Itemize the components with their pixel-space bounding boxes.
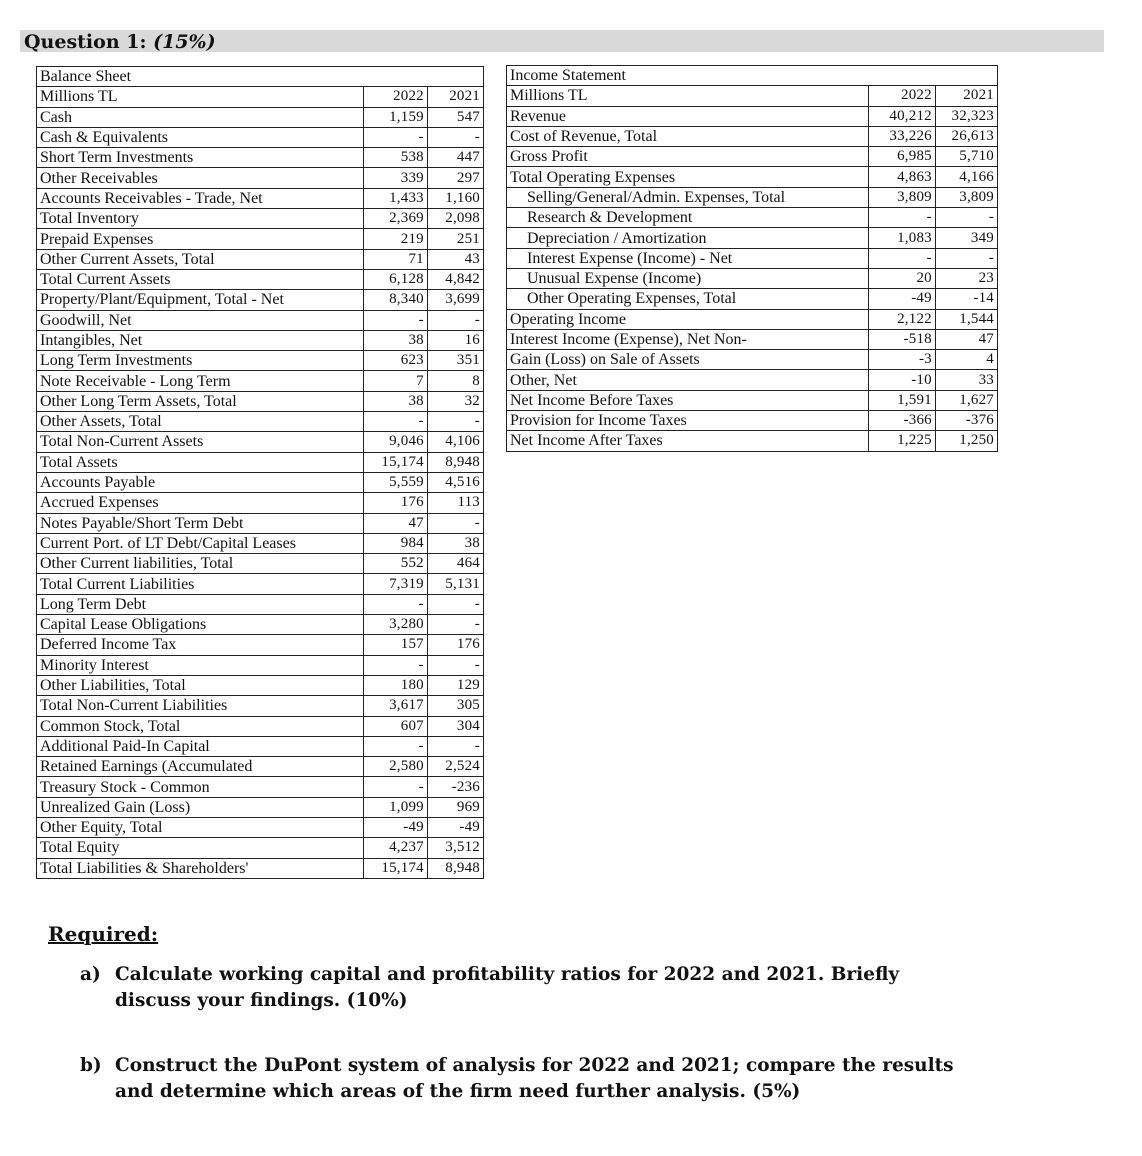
row-label: Other Current Assets, Total (37, 249, 364, 269)
table-row (37, 472, 484, 492)
value-2022: 4,237 (363, 838, 427, 858)
row-label: Total Liabilities & Shareholders' (37, 858, 364, 878)
value-2021: 2,098 (427, 209, 483, 229)
value-2022: 3,809 (868, 187, 935, 207)
row-label: Long Term Investments (37, 351, 364, 371)
value-2021: -14 (935, 289, 997, 309)
row-label: Unrealized Gain (Loss) (37, 797, 364, 817)
row-label: Other Equity, Total (37, 817, 364, 837)
value-2022: - (363, 777, 427, 797)
value-2021: - (427, 615, 483, 635)
value-2021: 8 (427, 371, 483, 391)
value-2021: 38 (427, 533, 483, 553)
value-2022: - (363, 736, 427, 756)
row-label: Short Term Investments (37, 148, 364, 168)
balance-sheet-year-2021: 2021 (427, 87, 483, 107)
value-2022: 157 (363, 635, 427, 655)
value-2022: 38 (363, 330, 427, 350)
table-row (507, 431, 998, 451)
row-label: Total Non-Current Assets (37, 432, 364, 452)
value-2021: - (427, 127, 483, 147)
table-row (507, 208, 998, 228)
value-2021: 251 (427, 229, 483, 249)
question-number: Question 1: (24, 31, 147, 53)
row-label: Total Equity (37, 838, 364, 858)
value-2022: 1,433 (363, 188, 427, 208)
value-2021: 3,512 (427, 838, 483, 858)
row-label: Total Inventory (37, 209, 364, 229)
income-statement-title: Income Statement (507, 66, 998, 86)
table-row (37, 310, 484, 330)
income-statement-year-2022: 2022 (868, 86, 935, 106)
item-text: Calculate working capital and profitability ratios for 2022 and 2021. Briefly discuss your findings. (10%) (115, 964, 900, 1011)
value-2021: 349 (935, 228, 997, 248)
value-2022: - (363, 594, 427, 614)
row-label: Revenue (507, 106, 869, 126)
row-label: Accounts Payable (37, 472, 364, 492)
value-2021: 4,842 (427, 269, 483, 289)
value-2022: 7,319 (363, 574, 427, 594)
table-row (37, 675, 484, 695)
table-row (507, 228, 998, 248)
value-2022: 8,340 (363, 290, 427, 310)
value-2021: 26,613 (935, 126, 997, 146)
value-2021: 1,627 (935, 390, 997, 410)
value-2021: 297 (427, 168, 483, 188)
value-2022: -49 (868, 289, 935, 309)
value-2022: 623 (363, 351, 427, 371)
table-row (37, 330, 484, 350)
row-label: Cost of Revenue, Total (507, 126, 869, 146)
table-row (507, 309, 998, 329)
row-label: Depreciation / Amortization (507, 228, 869, 248)
value-2022: 1,591 (868, 390, 935, 410)
value-2021: 4 (935, 350, 997, 370)
value-2021: 969 (427, 797, 483, 817)
value-2021: 113 (427, 493, 483, 513)
value-2021: 3,809 (935, 187, 997, 207)
row-label: Intangibles, Net (37, 330, 364, 350)
table-row (37, 615, 484, 635)
table-row (37, 127, 484, 147)
row-label: Prepaid Expenses (37, 229, 364, 249)
value-2022: 1,159 (363, 107, 427, 127)
value-2021: 304 (427, 716, 483, 736)
value-2022: 15,174 (363, 858, 427, 878)
value-2022: 5,559 (363, 472, 427, 492)
value-2021: 8,948 (427, 858, 483, 878)
value-2021: 4,106 (427, 432, 483, 452)
row-label: Cash (37, 107, 364, 127)
table-row (37, 655, 484, 675)
table-row (37, 249, 484, 269)
table-row (507, 390, 998, 410)
value-2022: 1,225 (868, 431, 935, 451)
table-row (507, 167, 998, 187)
value-2022: 3,280 (363, 615, 427, 635)
row-label: Other Long Term Assets, Total (37, 391, 364, 411)
row-label: Goodwill, Net (37, 310, 364, 330)
row-label: Additional Paid-In Capital (37, 736, 364, 756)
table-row (37, 168, 484, 188)
row-label: Property/Plant/Equipment, Total - Net (37, 290, 364, 310)
row-label: Total Assets (37, 452, 364, 472)
table-row (37, 209, 484, 229)
table-row (507, 187, 998, 207)
row-label: Total Non-Current Liabilities (37, 696, 364, 716)
value-2021: 4,166 (935, 167, 997, 187)
value-2022: 1,099 (363, 797, 427, 817)
row-label: Gross Profit (507, 147, 869, 167)
value-2022: 15,174 (363, 452, 427, 472)
table-row (37, 371, 484, 391)
table-row (37, 412, 484, 432)
value-2021: 1,250 (935, 431, 997, 451)
balance-sheet-units: Millions TL (37, 87, 364, 107)
table-row (37, 777, 484, 797)
row-label: Accounts Receivables - Trade, Net (37, 188, 364, 208)
value-2022: 538 (363, 148, 427, 168)
table-row (37, 391, 484, 411)
value-2022: 71 (363, 249, 427, 269)
row-label: Selling/General/Admin. Expenses, Total (507, 187, 869, 207)
row-label: Research & Development (507, 208, 869, 228)
value-2022: -3 (868, 350, 935, 370)
row-label: Other Receivables (37, 168, 364, 188)
item-label: a) (80, 964, 101, 985)
value-2021: 47 (935, 329, 997, 349)
value-2021: 464 (427, 554, 483, 574)
value-2022: -49 (363, 817, 427, 837)
value-2022: 607 (363, 716, 427, 736)
income-statement-title-row (507, 66, 998, 86)
question-header (20, 30, 1104, 52)
value-2021: - (935, 208, 997, 228)
row-label: Minority Interest (37, 655, 364, 675)
table-row (507, 126, 998, 146)
item-label: b) (80, 1055, 102, 1076)
value-2021: 176 (427, 635, 483, 655)
table-row (37, 148, 484, 168)
value-2021: - (427, 513, 483, 533)
value-2021: - (427, 310, 483, 330)
balance-sheet-title-row (37, 67, 484, 87)
value-2021: 2,524 (427, 757, 483, 777)
row-label: Total Current Liabilities (37, 574, 364, 594)
table-row (507, 289, 998, 309)
value-2021: 5,710 (935, 147, 997, 167)
row-label: Common Stock, Total (37, 716, 364, 736)
value-2021: 23 (935, 268, 997, 288)
value-2022: -10 (868, 370, 935, 390)
row-label: Unusual Expense (Income) (507, 268, 869, 288)
table-row (37, 107, 484, 127)
table-row (37, 533, 484, 553)
value-2021: 305 (427, 696, 483, 716)
table-row (507, 329, 998, 349)
value-2022: 3,617 (363, 696, 427, 716)
row-label: Net Income After Taxes (507, 431, 869, 451)
value-2021: 33 (935, 370, 997, 390)
value-2022: 219 (363, 229, 427, 249)
row-label: Note Receivable - Long Term (37, 371, 364, 391)
table-row (507, 370, 998, 390)
row-label: Deferred Income Tax (37, 635, 364, 655)
value-2022: 2,122 (868, 309, 935, 329)
balance-sheet-year-2022: 2022 (363, 87, 427, 107)
value-2021: -236 (427, 777, 483, 797)
value-2022: 4,863 (868, 167, 935, 187)
row-label: Interest Income (Expense), Net Non- (507, 329, 869, 349)
value-2021: 1,544 (935, 309, 997, 329)
value-2021: - (427, 594, 483, 614)
table-row (37, 635, 484, 655)
question-title (24, 31, 216, 53)
value-2022: - (363, 655, 427, 675)
value-2021: 3,699 (427, 290, 483, 310)
value-2022: 339 (363, 168, 427, 188)
row-label: Retained Earnings (Accumulated (37, 757, 364, 777)
table-row (37, 493, 484, 513)
table-row (37, 188, 484, 208)
value-2022: -366 (868, 411, 935, 431)
value-2021: 129 (427, 675, 483, 695)
value-2022: 47 (363, 513, 427, 533)
row-label: Other Operating Expenses, Total (507, 289, 869, 309)
row-label: Notes Payable/Short Term Debt (37, 513, 364, 533)
table-row (37, 513, 484, 533)
value-2021: 351 (427, 351, 483, 371)
row-label: Treasury Stock - Common (37, 777, 364, 797)
value-2021: 32,323 (935, 106, 997, 126)
row-label: Gain (Loss) on Sale of Assets (507, 350, 869, 370)
row-label: Total Current Assets (37, 269, 364, 289)
value-2021: 547 (427, 107, 483, 127)
table-row (507, 106, 998, 126)
value-2022: - (363, 127, 427, 147)
value-2022: 38 (363, 391, 427, 411)
value-2021: - (427, 412, 483, 432)
table-row (37, 817, 484, 837)
row-label: Cash & Equivalents (37, 127, 364, 147)
income-statement-year-2021: 2021 (935, 86, 997, 106)
table-row (37, 269, 484, 289)
table-row (507, 248, 998, 268)
table-row (507, 350, 998, 370)
item-text: Construct the DuPont system of analysis for 2022 and 2021; compare the results and determine which areas of the firm need further analysis. (5%) (115, 1055, 954, 1102)
value-2022: 6,128 (363, 269, 427, 289)
table-row (37, 452, 484, 472)
row-label: Other Current liabilities, Total (37, 554, 364, 574)
row-label: Interest Expense (Income) - Net (507, 248, 869, 268)
table-row (37, 594, 484, 614)
row-label: Total Operating Expenses (507, 167, 869, 187)
value-2022: 40,212 (868, 106, 935, 126)
table-row (37, 858, 484, 878)
value-2022: 9,046 (363, 432, 427, 452)
row-label: Net Income Before Taxes (507, 390, 869, 410)
table-row (37, 351, 484, 371)
table-row (37, 696, 484, 716)
table-row (37, 757, 484, 777)
value-2021: - (427, 655, 483, 675)
value-2022: - (363, 310, 427, 330)
value-2021: 5,131 (427, 574, 483, 594)
value-2022: 2,580 (363, 757, 427, 777)
table-row (37, 736, 484, 756)
value-2021: 16 (427, 330, 483, 350)
value-2021: 43 (427, 249, 483, 269)
required-heading: Required: (48, 922, 159, 946)
income-statement-table (506, 65, 998, 452)
value-2021: - (935, 248, 997, 268)
value-2022: 20 (868, 268, 935, 288)
value-2021: 4,516 (427, 472, 483, 492)
question-weight: (15%) (153, 31, 216, 53)
balance-sheet-title: Balance Sheet (37, 67, 484, 87)
value-2022: 7 (363, 371, 427, 391)
balance-sheet-table (36, 66, 484, 879)
value-2022: 180 (363, 675, 427, 695)
table-row (507, 411, 998, 431)
row-label: Capital Lease Obligations (37, 615, 364, 635)
value-2022: - (868, 248, 935, 268)
value-2021: -376 (935, 411, 997, 431)
table-row (37, 290, 484, 310)
value-2022: 984 (363, 533, 427, 553)
table-row (37, 574, 484, 594)
income-statement-header-row (507, 86, 998, 106)
row-label: Long Term Debt (37, 594, 364, 614)
value-2022: - (868, 208, 935, 228)
table-row (507, 147, 998, 167)
value-2021: 8,948 (427, 452, 483, 472)
value-2021: 1,160 (427, 188, 483, 208)
balance-sheet-header-row (37, 87, 484, 107)
value-2022: 1,083 (868, 228, 935, 248)
row-label: Other Liabilities, Total (37, 675, 364, 695)
required-item-b (80, 1053, 980, 1105)
table-row (37, 838, 484, 858)
table-row (37, 229, 484, 249)
value-2022: 33,226 (868, 126, 935, 146)
value-2022: 6,985 (868, 147, 935, 167)
row-label: Other, Net (507, 370, 869, 390)
row-label: Operating Income (507, 309, 869, 329)
row-label: Provision for Income Taxes (507, 411, 869, 431)
table-row (37, 716, 484, 736)
value-2022: 176 (363, 493, 427, 513)
value-2021: - (427, 736, 483, 756)
value-2022: 552 (363, 554, 427, 574)
income-statement-units: Millions TL (507, 86, 869, 106)
table-row (37, 554, 484, 574)
row-label: Current Port. of LT Debt/Capital Leases (37, 533, 364, 553)
value-2021: 32 (427, 391, 483, 411)
value-2022: -518 (868, 329, 935, 349)
table-row (37, 432, 484, 452)
row-label: Accrued Expenses (37, 493, 364, 513)
value-2021: -49 (427, 817, 483, 837)
value-2021: 447 (427, 148, 483, 168)
value-2022: - (363, 412, 427, 432)
table-row (507, 268, 998, 288)
required-item-a (80, 962, 980, 1014)
table-row (37, 797, 484, 817)
value-2022: 2,369 (363, 209, 427, 229)
row-label: Other Assets, Total (37, 412, 364, 432)
